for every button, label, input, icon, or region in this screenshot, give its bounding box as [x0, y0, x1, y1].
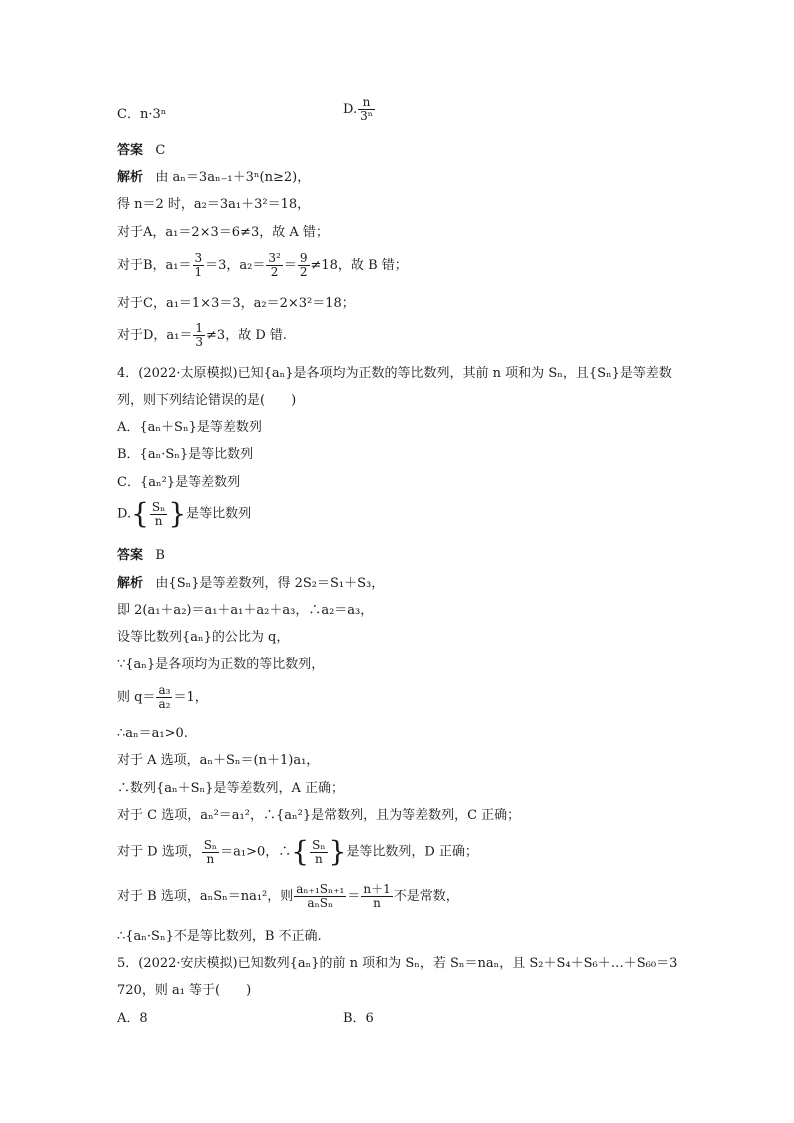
fraction-denominator: 1 — [194, 265, 203, 279]
q4-answer — [117, 547, 165, 565]
q4-analysis-2 — [117, 602, 373, 620]
analysis-text: ∴aₙ＝a₁>0. — [117, 726, 188, 741]
analysis-text: ＝ — [283, 258, 297, 273]
question-stem: 5．(2022·安庆模拟)已知数列{aₙ}的前 n 项和为 Sₙ，若 Sₙ＝naₙ，且 S₂＋S₄＋S₆＋…＋S₆₀＝3 — [117, 956, 678, 971]
analysis-text: 对于B，a₁＝ — [117, 258, 192, 273]
fraction-numerator: Sₙ — [312, 837, 326, 852]
fraction-numerator: Sₙ — [203, 837, 218, 852]
option-text: A．8 — [117, 1011, 148, 1026]
option-d — [343, 96, 376, 123]
answer-label: 答案 — [117, 548, 144, 563]
option-c — [117, 106, 166, 124]
option-text: 是等比数列 — [186, 506, 252, 522]
fraction — [310, 839, 327, 866]
left-brace: { — [291, 835, 310, 868]
analysis-text: 对于 D 选项， — [117, 844, 201, 860]
analysis-text: ＝a₁>0，∴ — [220, 844, 292, 860]
analysis-text: ＝3，a₂＝ — [205, 258, 266, 273]
q4-analysis-8 — [117, 780, 344, 798]
fraction — [298, 252, 310, 279]
q3-line-c — [117, 295, 355, 313]
q3-line-b — [117, 252, 408, 279]
fraction-numerator: n＋1 — [363, 882, 391, 896]
answer-label: 答案 — [117, 143, 144, 158]
analysis-text: ∵{aₙ}是各项均为正数的等比数列， — [117, 657, 325, 672]
q4-analysis-11 — [117, 883, 459, 910]
fraction-denominator: n — [373, 896, 381, 910]
analysis-text: ＝1， — [173, 690, 208, 705]
analysis-text: 对于 B 选项，aₙSₙ＝na₁²，则 — [117, 889, 294, 904]
fraction — [193, 322, 205, 349]
option-c-text: C．n·3ⁿ — [117, 107, 167, 122]
analysis-text: 不是常数， — [393, 889, 459, 904]
q4-analysis-12 — [117, 928, 322, 946]
q5-option-a — [117, 1010, 148, 1028]
fraction-denominator: n — [154, 513, 163, 528]
fraction-denominator: n — [314, 851, 323, 866]
fraction — [202, 839, 219, 866]
q5-stem-2 — [117, 982, 251, 1000]
q4-option-a — [117, 419, 262, 437]
q4-option-b — [117, 446, 253, 464]
analysis-text: 由{Sₙ}是等差数列，得 2S₂＝S₁＋S₃， — [155, 576, 385, 591]
left-brace: { — [131, 497, 149, 530]
answer-value: C — [155, 143, 166, 158]
q3-analysis-2 — [117, 196, 310, 214]
q4-option-d — [117, 497, 252, 530]
fraction — [193, 252, 205, 279]
analysis-text: ≠3，故 D 错. — [206, 328, 288, 343]
q4-analysis-4 — [117, 656, 324, 674]
analysis-text: 即 2(a₁＋a₂)＝a₁＋a₁＋a₂＋a₃，∴a₂＝a₃， — [117, 603, 374, 618]
fraction — [361, 883, 392, 910]
fraction-denominator: 2 — [270, 265, 279, 279]
fraction-numerator: 3² — [268, 251, 281, 265]
analysis-text: 由 aₙ＝3aₙ₋₁＋3ⁿ(n≥2)， — [155, 170, 311, 185]
q4-analysis-10 — [117, 835, 478, 868]
option-text: B．{aₙ·Sₙ}是等比数列 — [117, 447, 254, 462]
fraction-denominator: aₙSₙ — [307, 896, 334, 910]
analysis-text: ∴{aₙ·Sₙ}不是等比数列，B 不正确. — [117, 929, 322, 944]
fraction-denominator: a₂ — [158, 697, 171, 711]
analysis-text: ∴数列{aₙ＋Sₙ}是等差数列，A 正确； — [117, 781, 344, 796]
option-text: A．{aₙ＋Sₙ}是等差数列 — [117, 420, 262, 435]
answer-value: B — [155, 548, 165, 563]
q4-stem-2 — [117, 392, 296, 410]
analysis-text: 对于A，a₁＝2×3＝6≠3，故 A 错； — [117, 225, 329, 240]
question-stem: 720，则 a₁ 等于( ) — [117, 983, 252, 998]
q4-analysis-7 — [117, 752, 319, 770]
q3-analysis-1 — [117, 169, 310, 187]
q5-stem-1 — [117, 955, 677, 973]
analysis-text: 设等比数列{aₙ}的公比为 q， — [117, 630, 290, 645]
q4-analysis-3 — [117, 629, 289, 647]
right-brace: } — [168, 497, 187, 530]
fraction — [266, 252, 282, 279]
analysis-text: 得 n＝2 时，a₂＝3a₁＋3²＝18， — [117, 197, 311, 212]
analysis-label: 解析 — [117, 576, 144, 591]
right-brace: } — [328, 835, 347, 868]
fraction-denominator: n — [206, 851, 215, 866]
option-d-fraction — [358, 96, 375, 123]
q4-stem-1 — [117, 365, 672, 383]
analysis-text: 对于 C 选项，aₙ²＝a₁²，∴{aₙ²}是常数列，且为等差数列，C 正确； — [117, 808, 521, 823]
question-stem: 4．(2022·太原模拟)已知{aₙ}是各项均为正数的等比数列，其前 n 项和为 Sₙ，且{Sₙ}是等差数 — [117, 366, 672, 381]
fraction-numerator: 1 — [195, 321, 204, 335]
analysis-text: 是等比数列，D 正确； — [346, 844, 478, 860]
q4-analysis-1 — [117, 575, 384, 593]
analysis-text: ≠18，故 B 错； — [310, 258, 408, 273]
analysis-text: ＝ — [347, 889, 361, 904]
option-text: D. — [117, 506, 132, 522]
q3-line-a — [117, 224, 329, 242]
analysis-text: 对于D，a₁＝ — [117, 328, 193, 343]
fraction-numerator: 3 — [194, 251, 203, 265]
option-text: B．6 — [343, 1011, 374, 1026]
q4-analysis-6 — [117, 725, 188, 743]
fraction-numerator: aₙ₊₁Sₙ₊₁ — [296, 882, 345, 896]
q4-analysis-9 — [117, 807, 520, 825]
q3-line-d — [117, 322, 287, 349]
option-d-prefix: D. — [343, 102, 358, 117]
option-text: C．{aₙ²}是等差数列 — [117, 475, 241, 490]
fraction-denominator: 2 — [299, 265, 308, 279]
question-stem: 列，则下列结论错误的是( ) — [117, 393, 297, 408]
fraction — [294, 883, 346, 910]
fraction-numerator: 9 — [299, 251, 308, 265]
analysis-label: 解析 — [117, 170, 144, 185]
analysis-text: 则 q＝ — [117, 690, 156, 705]
fraction-denominator: 3ⁿ — [360, 109, 373, 123]
q3-answer — [117, 142, 165, 160]
fraction-numerator: a₃ — [158, 683, 171, 697]
fraction — [150, 501, 167, 528]
analysis-text: 对于C，a₁＝1×3＝3，a₂＝2×3²＝18； — [117, 296, 355, 311]
fraction-numerator: Sₙ — [151, 499, 166, 514]
q4-analysis-5 — [117, 684, 208, 711]
fraction-denominator: 3 — [195, 335, 204, 349]
fraction-numerator: n — [358, 96, 375, 110]
fraction — [156, 684, 172, 711]
analysis-text: 对于 A 选项，aₙ＋Sₙ＝(n＋1)a₁， — [117, 753, 320, 768]
q4-option-c — [117, 474, 240, 492]
q5-option-b — [343, 1010, 374, 1028]
